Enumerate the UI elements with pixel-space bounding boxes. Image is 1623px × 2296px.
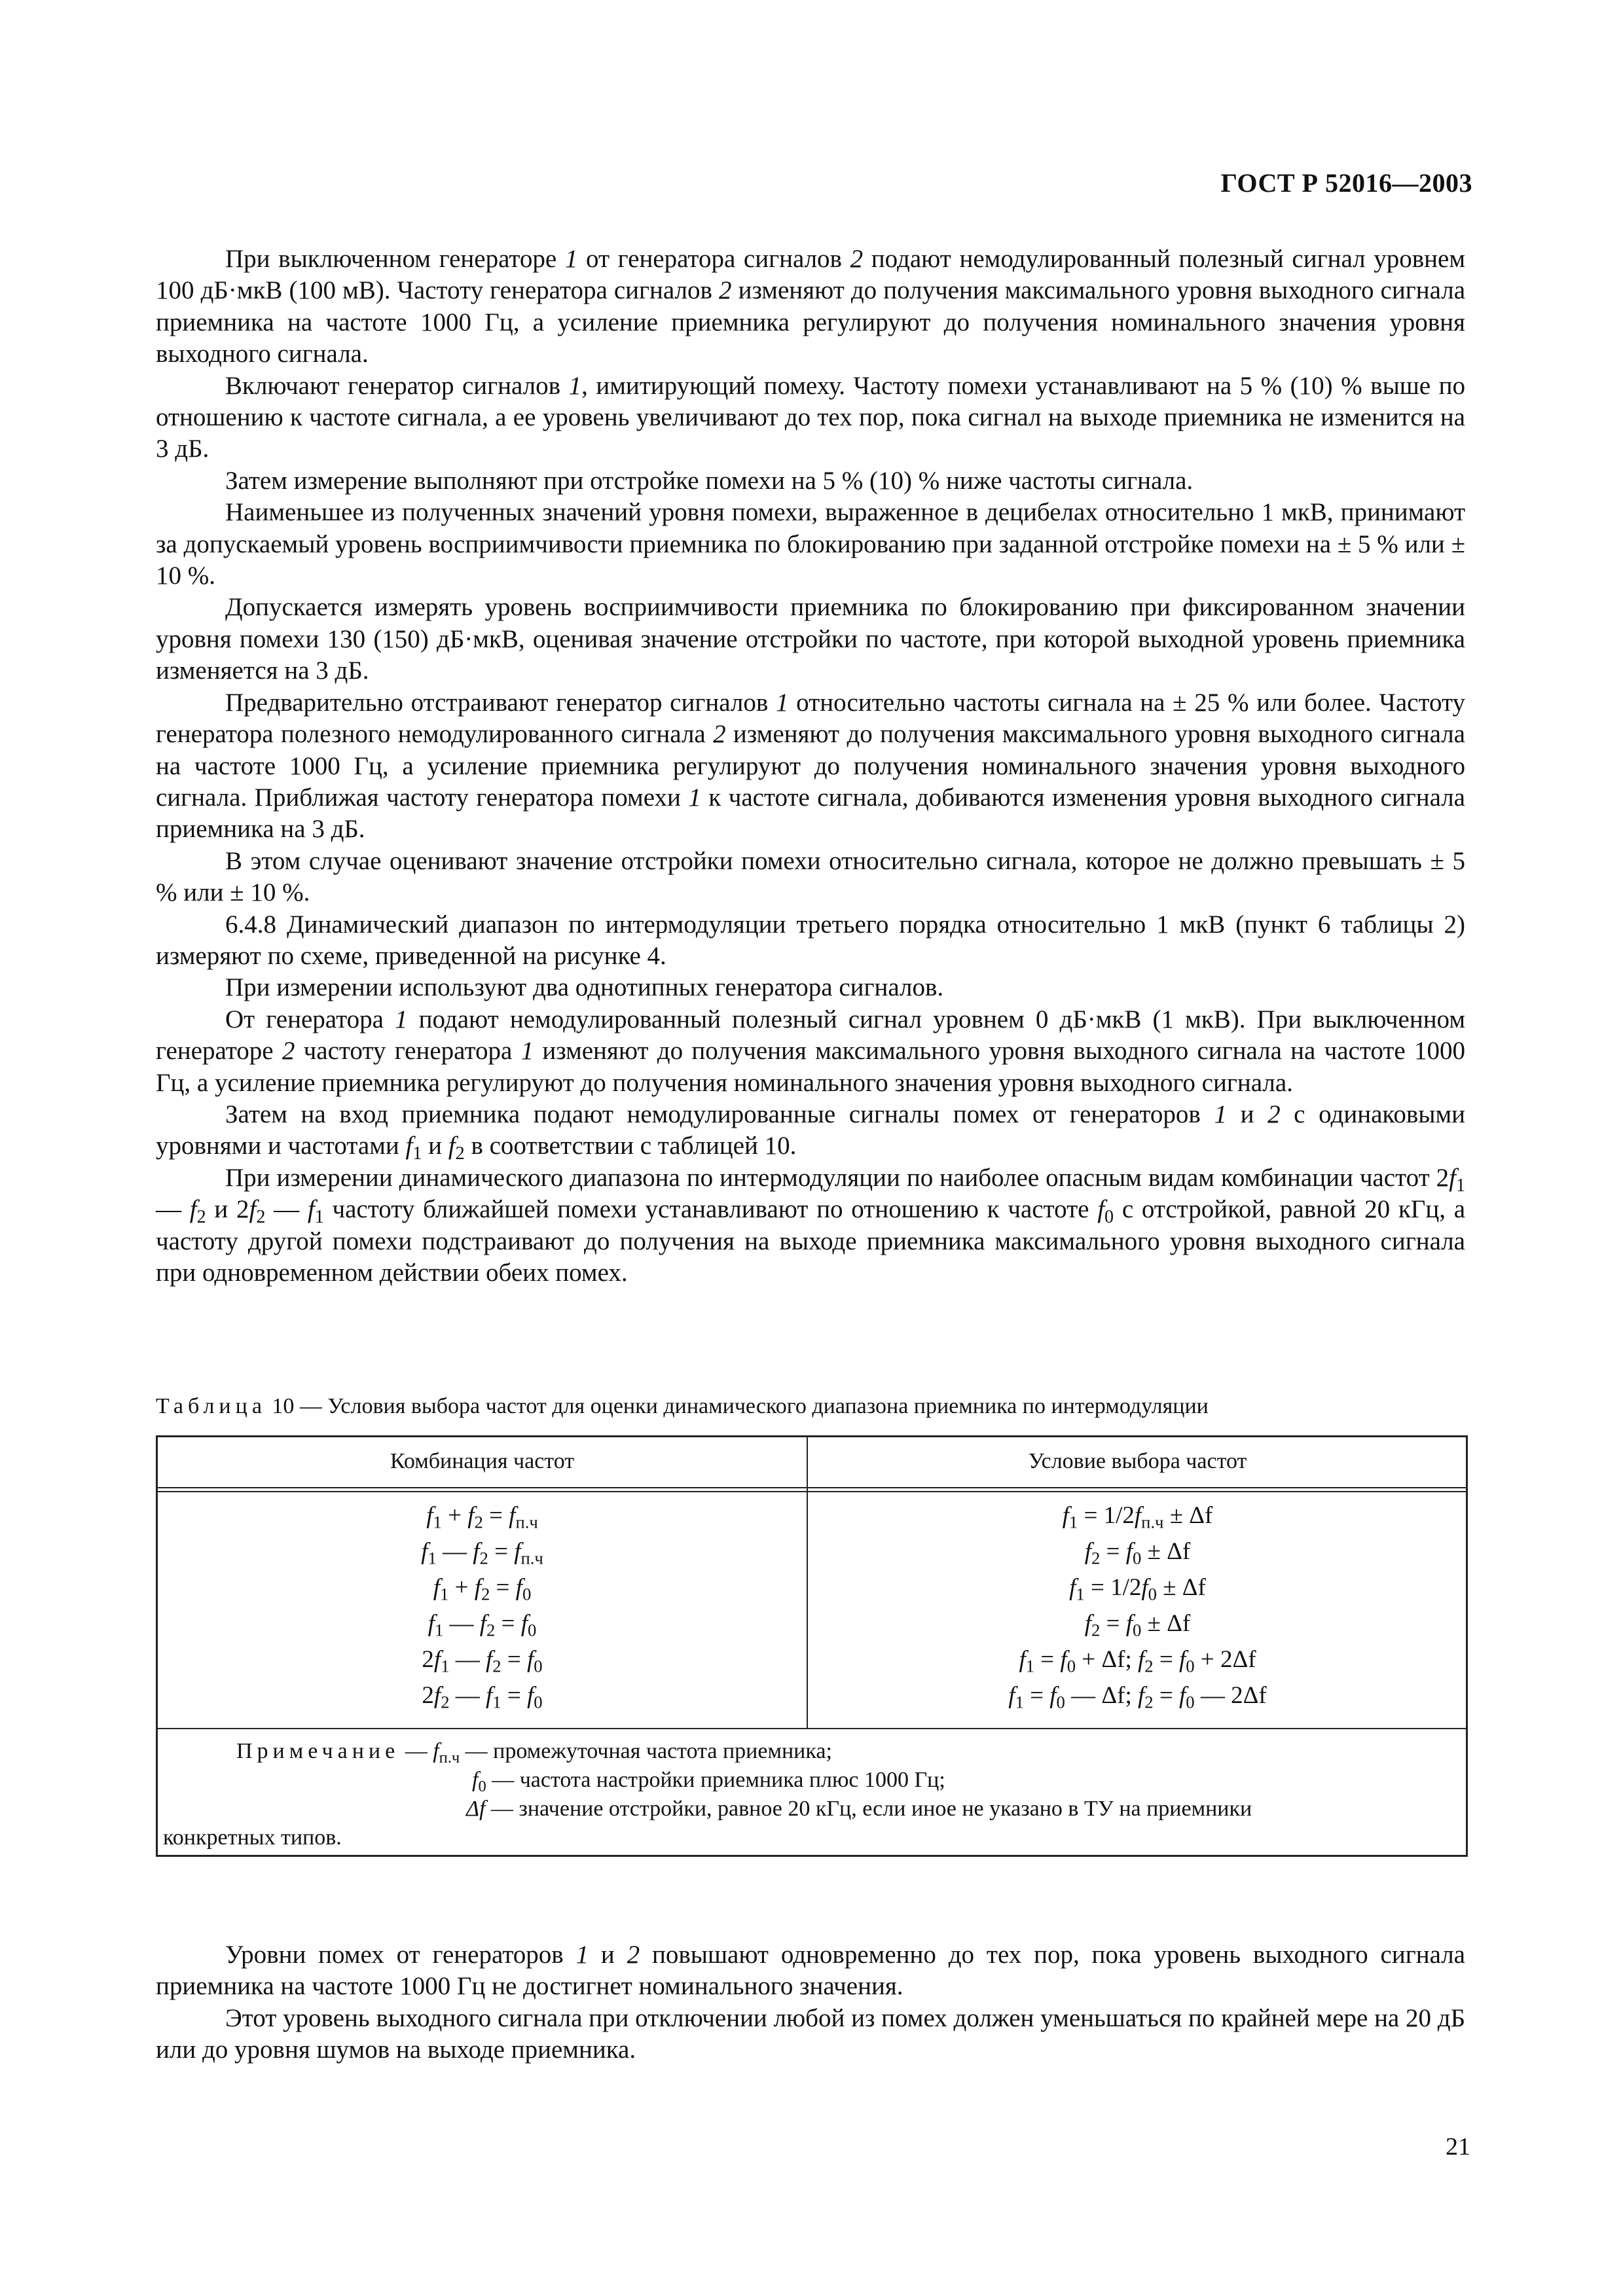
condition-cell: $f_1 = 1/2f_{п.ч} \pm \Delta f$: [1062, 1502, 1213, 1532]
condition-cell: $f_1 = f_0 + \Delta f$; $f_2 = f_0 + 2\Delta f$: [1019, 1646, 1256, 1676]
body-text: [156, 243, 1465, 1289]
table-caption: Таблица 10 — Условия выбора частот для оценки динамического диапазона приемника по интермодуляции: [156, 1394, 1209, 1418]
condition-cell: $f_2 = f_0 \pm \Delta f$: [1084, 1538, 1191, 1568]
note-line: $f_0$ — частота настройки приемника плюс 1000 Гц;: [472, 1768, 945, 1795]
header-divider: [158, 1491, 1466, 1492]
paragraph: Затем измерение выполняют при отстройке помехи на 5 % (10) % ниже частоты сигнала.: [225, 466, 1194, 495]
table-header-condition: Условие выбора частот: [1028, 1449, 1247, 1473]
header-divider: [158, 1487, 1466, 1488]
paragraph: При измерении динамического диапазона по интермодуляции по наиболее опасным видам комбинации частот $2f_1$ — $f_2$ и $2f_2$ — $f_1$ частоту ближайшей помехи устанавливают по отношению к частоте $f_0$ с отстройкой, равной 20 кГц, а частоту другой помехи подстраивают до получения на выходе приемника максимального уровня выходного сигнала при одновременном действии обеих помех.: [156, 1163, 1466, 1287]
paragraph: Допускается измерять уровень восприимчивости приемника по блокированию при фиксированном значении уровня помехи 130 (150) дБ·мкВ, оценивая значение отстройки по частоте, при которой выходной уровень приемника изменяется на 3 дБ.: [156, 593, 1465, 685]
condition-column: [808, 1498, 1467, 1713]
note-line: конкретных типов.: [163, 1825, 342, 1850]
combination-cell: $f_1 + f_2 = f_0$: [433, 1574, 532, 1604]
paragraph: При выключенном генераторе 1 от генератора сигналов 2 подают немодулированный полезный сигнал уровнем 100 дБ·мкВ (100 мВ). Частоту генератора сигналов 2 изменяют до получения максимального уровня выходного сигнала приемника на частоте 1000 Гц, а усиление приемника регулируют до получения номинального значения уровня выходного сигнала.: [156, 245, 1465, 368]
paragraph: При измерении используют два однотипных генератора сигналов.: [225, 973, 944, 1002]
table-note: [163, 1737, 1466, 1852]
combination-column: [158, 1498, 807, 1713]
combination-cell: $f_1$ — $f_2 = f_{п.ч}$: [421, 1538, 543, 1568]
paragraph: Затем на вход приемника подают немодулированные сигналы помех от генераторов 1 и 2 с одинаковыми уровнями и частотами $f_1$ и $f_2$ в соответствии с таблицей 10.: [156, 1100, 1466, 1164]
frequency-table: [156, 1435, 1468, 1857]
condition-cell: $f_1 = 1/2f_0 \pm \Delta f$: [1069, 1574, 1206, 1604]
paragraph: Включают генератор сигналов 1, имитирующий помеху. Частоту помехи устанавливают на 5 % (10) % выше по отношению к частоте сигнала, а ее уровень увеличивают до тех пор, пока сигнал на выходе приемника не изменится на 3 дБ.: [156, 371, 1465, 463]
combination-cell: $2f_1$ — $f_2 = f_0$: [422, 1646, 543, 1676]
paragraph: Наименьшее из полученных значений уровня помехи, выраженное в децибелах относительно 1 мкВ, принимают за допускаемый уровень восприимчивости приемника по блокированию при заданной отстройке помехи на ± 5 % или ± 10 %.: [156, 498, 1465, 590]
combination-cell: $2f_2$ — $f_1 = f_0$: [422, 1682, 543, 1712]
paragraph: Этот уровень выходного сигнала при отключении любой из помех должен уменьшаться по крайней мере на 20 дБ или до уровня шумов на выходе приемника.: [156, 2003, 1465, 2064]
note-line: Δf — значение отстройки, равное 20 кГц, если иное не указано в ТУ на приемники: [466, 1797, 1252, 1821]
paragraph: Уровни помех от генераторов 1 и 2 повышают одновременно до тех пор, пока уровень выходного сигнала приемника на частоте 1000 Гц не достигнет номинального значения.: [156, 1941, 1465, 2001]
page-number: 21: [1446, 2133, 1470, 2161]
paragraph: В этом случае оценивают значение отстройки помехи относительно сигнала, которое не должно превышать ± 5 % или ± 10 %.: [156, 846, 1465, 907]
combination-cell: $f_1$ — $f_2 = f_0$: [428, 1610, 537, 1640]
paragraph: 6.4.8 Динамический диапазон по интермодуляции третьего порядка относительно 1 мкВ (пункт 6 таблицы 2) измеряют по схеме, приведенной на рисунке 4.: [156, 910, 1465, 970]
paragraph: От генератора 1 подают немодулированный полезный сигнал уровнем 0 дБ·мкВ (1 мкВ). При выключенном генераторе 2 частоту генератора 1 изменяют до получения максимального уровня выходного сигнала на частоте 1000 Гц, а усиление приемника регулируют до получения номинального значения уровня выходного сигнала.: [156, 1005, 1465, 1097]
note-line: Примечание — $f_{п.ч}$ — промежуточная частота приемника;: [236, 1739, 832, 1767]
paragraph: Предварительно отстраивают генератор сигналов 1 относительно частоты сигнала на ± 25 % или более. Частоту генератора полезного немодулированного сигнала 2 изменяют до получения максимального уровня выходного сигнала на частоте 1000 Гц, а усиление приемника регулируют до получения номинального значения уровня выходного сигнала. Приближая частоту генератора помехи 1 к частоте сигнала, добиваются изменения уровня выходного сигнала приемника на 3 дБ.: [156, 688, 1465, 844]
table-header-combination: Комбинация частот: [390, 1449, 575, 1473]
document-header: ГОСТ Р 52016—2003: [1220, 168, 1472, 198]
condition-cell: $f_2 = f_0 \pm \Delta f$: [1084, 1610, 1191, 1640]
combination-cell: $f_1 + f_2 = f_{п.ч}$: [426, 1502, 538, 1532]
condition-cell: $f_1 = f_0$ — Δf; $f_2 = f_0$ — 2Δf: [1008, 1682, 1267, 1712]
note-divider: [158, 1728, 1466, 1729]
closing-text: [156, 1939, 1465, 2066]
